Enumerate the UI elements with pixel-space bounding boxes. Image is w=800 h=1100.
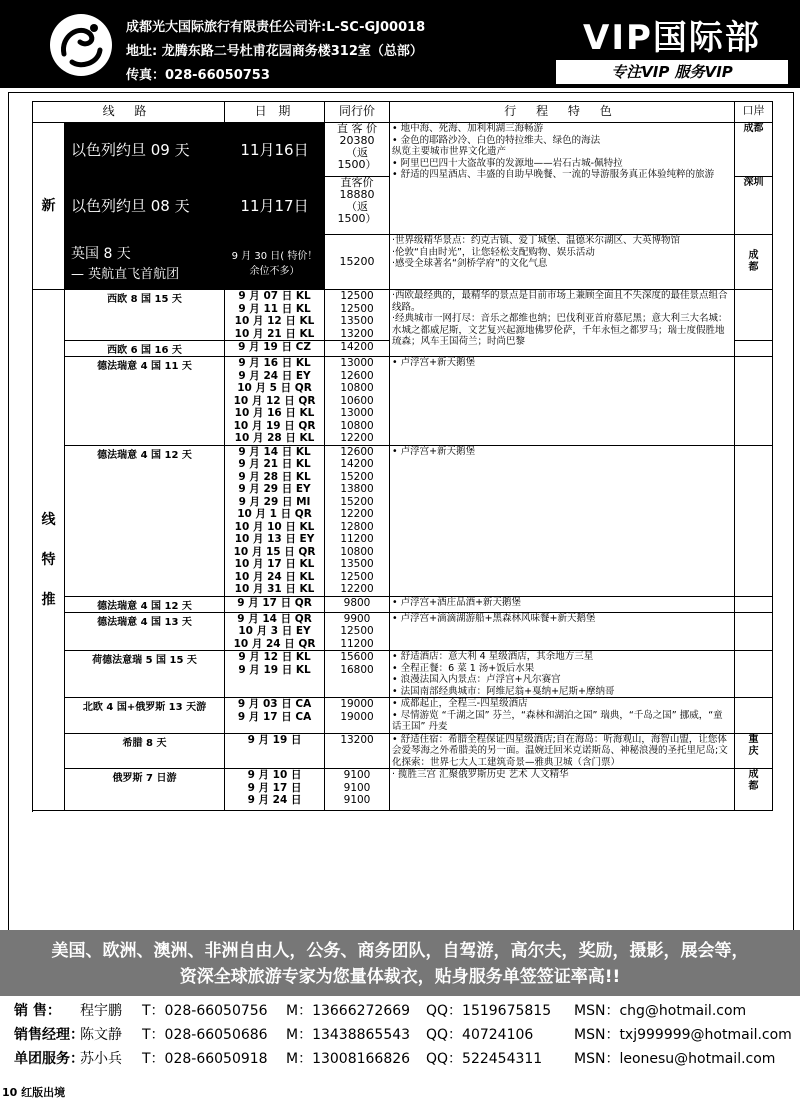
table-row xyxy=(33,235,773,290)
company-name: 成都光大国际旅行有限责任公司许:L-SC-GJ00018 xyxy=(126,20,426,35)
contact-role: 销售经理： xyxy=(14,1027,84,1043)
contact-name: 程宇鹏 xyxy=(80,1003,122,1019)
company-logo xyxy=(50,14,112,76)
route-name: 西欧 6 国 16 天 xyxy=(65,341,225,357)
header-port: 口岸 xyxy=(735,102,773,123)
route-prices: 9100 9100 9100 xyxy=(325,769,390,811)
featured-route-uk xyxy=(65,235,225,290)
vip-title: VIP国际部 xyxy=(583,18,761,58)
route-name: 西欧 8 国 15 天 xyxy=(65,290,225,341)
route-prices: 12600 14200 15200 13800 15200 12200 12800 11200 10800 13500 12500 12200 xyxy=(325,445,390,596)
header-route: 线 路 xyxy=(33,102,225,123)
logo-swirl-icon xyxy=(50,14,112,76)
route-features: ·西欧最经典的，最精华的景点是目前市场上兼顾全面且不失深度的最佳景点组合线路。 ·经典城市一网打尽：音乐之都维也纳；巴伐利亚首府慕尼黑；意大利三大名城：水城之都威尼斯，文艺复兴起源地佛罗伦萨，千年永恒之都罗马；瑞士度假胜地琉森；风车王国荷兰；时尚巴黎 xyxy=(390,290,735,357)
table-row xyxy=(33,445,773,596)
table-header-row xyxy=(33,102,773,123)
side-char: 新 xyxy=(41,198,56,214)
table-row xyxy=(33,651,773,698)
route-name: 北欧 4 国+俄罗斯 13 天游 xyxy=(65,698,225,734)
contact-msn: MSN：chg@hotmail.com xyxy=(574,1003,747,1019)
route-name: 希腊 8 天 xyxy=(65,733,225,769)
header-price: 同行价 xyxy=(325,102,390,123)
featured-date: 11月16日 xyxy=(225,123,325,177)
route-port: 重 庆 xyxy=(735,733,773,769)
promo-banner xyxy=(0,930,800,996)
featured-port: 成 都 xyxy=(735,235,773,290)
table-row xyxy=(33,769,773,811)
side-char: 推 xyxy=(41,592,56,608)
route-port xyxy=(735,290,773,341)
route-name: 荷德法意瑞 5 国 15 天 xyxy=(65,651,225,698)
uk-route-title: 英国 8 天 xyxy=(71,245,131,262)
itinerary-table xyxy=(32,101,773,811)
contact-role: 销 售： xyxy=(14,1003,61,1019)
route-name: 俄罗斯 7 日游 xyxy=(65,769,225,811)
contact-qq: QQ：40724106 xyxy=(426,1027,534,1043)
route-dates: 9 月 10 日 9 月 17 日 9 月 24 日 xyxy=(225,769,325,811)
route-port xyxy=(735,651,773,698)
route-dates: 9 月 14 日 KL 9 月 21 日 KL 9 月 28 日 KL 9 月 29 日 EY 9 月 29 日 MI 10 月 1 日 QR 10 月 10 日 KL 10 月 13 日 EY 10 月 15 日 QR 10 月 17 日 KL 10 月 24 日 KL 10 月 31 日 KL xyxy=(225,445,325,596)
header-date: 日 期 xyxy=(225,102,325,123)
promo-line-2: 资深全球旅游专家为您量体裁衣，贴身服务单签签证率高!! xyxy=(179,967,621,987)
featured-price: 15200 xyxy=(325,235,390,290)
route-dates: 9 月 19 日 CZ xyxy=(225,341,325,357)
route-port: 成 都 xyxy=(735,769,773,811)
contact-qq: QQ：522454311 xyxy=(426,1051,543,1067)
contact-mobile: M：13008166826 xyxy=(286,1051,411,1067)
contact-msn: MSN：leonesu@hotmail.com xyxy=(574,1051,776,1067)
route-name: 德法瑞意 4 国 12 天 xyxy=(65,445,225,596)
route-prices: 9800 xyxy=(325,596,390,612)
featured-price: 直 客 价 20380 （返 1500） xyxy=(325,123,390,177)
route-prices: 12500 12500 13500 13200 xyxy=(325,290,390,341)
route-prices: 15600 16800 xyxy=(325,651,390,698)
featured-features: ·世界级精华景点：约克古镇、爱丁城堡、温德米尔湖区、大英博物馆 ·伦敦“自由时光”，让您轻松支配购物、娱乐活动 ·感受全球著名“剑桥学府”的文化气息 xyxy=(390,235,735,290)
contact-tel: T：028-66050756 xyxy=(142,1003,268,1019)
route-dates: 9 月 19 日 xyxy=(225,733,325,769)
table-row xyxy=(33,357,773,446)
company-fax: 传真：028-66050753 xyxy=(126,68,270,83)
route-prices: 13000 12600 10800 10600 13000 10800 12200 xyxy=(325,357,390,446)
featured-port: 深圳 xyxy=(735,177,773,235)
table-row xyxy=(33,290,773,341)
contact-tel: T：028-66050918 xyxy=(142,1051,268,1067)
header-features: 行 程 特 色 xyxy=(390,102,735,123)
contact-msn: MSN：txj999999@hotmail.com xyxy=(574,1027,792,1043)
route-dates: 9 月 07 日 KL 9 月 11 日 KL 10 月 12 日 KL 10 月 21 日 KL xyxy=(225,290,325,341)
table-row xyxy=(33,123,773,177)
route-features: · 揽胜三宫 汇聚俄罗斯历史 艺术 人文精华 xyxy=(390,769,735,811)
route-port xyxy=(735,612,773,651)
contact-name: 苏小兵 xyxy=(80,1051,122,1067)
table-row xyxy=(33,596,773,612)
contact-mobile: M：13438865543 xyxy=(286,1027,411,1043)
contact-qq: QQ：1519675815 xyxy=(426,1003,552,1019)
route-features: • 卢浮宫+滴滴湖游船+黑森林风味餐+新天鹅堡 xyxy=(390,612,735,651)
route-features: • 舒适酒店：意大利 4 星级酒店，其余地方三星 • 全程正餐：6 菜 1 汤+饭后水果 • 浪漫法国入内景点：卢浮宫+凡尔赛宫 • 法国南部经典城市：阿维尼翁+戛纳+尼斯+摩纳哥 xyxy=(390,651,735,698)
uk-route-subtitle: — 英航直飞首航团 xyxy=(71,266,180,282)
route-prices: 19000 19000 xyxy=(325,698,390,734)
vip-slogan: 专注VIP 服务VIP xyxy=(556,60,788,84)
route-name: 德法瑞意 4 国 13 天 xyxy=(65,612,225,651)
route-dates: 9 月 16 日 KL 9 月 24 日 EY 10 月 5 日 QR 10 月 12 日 QR 10 月 16 日 KL 10 月 19 日 QR 10 月 28 日 KL xyxy=(225,357,325,446)
route-name: 德法瑞意 4 国 11 天 xyxy=(65,357,225,446)
contact-tel: T：028-66050686 xyxy=(142,1027,268,1043)
contact-role: 单团服务： xyxy=(14,1051,84,1067)
company-address: 地址: 龙腾东路二号杜甫花园商务楼312室（总部） xyxy=(126,44,423,59)
side-char: 线 xyxy=(41,512,56,528)
route-features: • 卢浮宫+新天鹅堡 xyxy=(390,357,735,446)
table-row xyxy=(33,612,773,651)
route-port xyxy=(735,596,773,612)
route-features: • 卢浮宫+新天鹅堡 xyxy=(390,445,735,596)
route-features: • 成都起止，全程三-四星级酒店 • 尽情游览 “千湖之国” 芬兰，“森林和湖泊之国” 瑞典，“千岛之国” 挪威，“童话王国” 丹麦 xyxy=(390,698,735,734)
featured-features: • 地中海、死海、加利利湖三海畅游 • 金色的耶路沙冷、白色的特拉维夫、绿色的海法 纵览主要城市世界文化遗产 • 阿里巴巴四十大盗故事的发源地——岩石古城-佩特拉 • 舒适的四星酒店、丰盛的自助早晚餐、一流的导游服务真正体验纯粹的旅游 xyxy=(390,123,735,235)
featured-date: 9 月 30 日( 特价！余位不多） xyxy=(225,235,325,290)
route-prices: 14200 xyxy=(325,341,390,357)
route-dates: 9 月 03 日 CA 9 月 17 日 CA xyxy=(225,698,325,734)
route-name: 德法瑞意 4 国 12 天 xyxy=(65,596,225,612)
route-port xyxy=(735,341,773,357)
vip-block xyxy=(552,10,792,84)
featured-price: 直客价 18880 （返 1500） xyxy=(325,177,390,235)
featured-date: 11月17日 xyxy=(225,177,325,235)
side-label xyxy=(33,290,65,811)
table-row xyxy=(33,698,773,734)
contact-mobile: M：13666272669 xyxy=(286,1003,411,1019)
route-port xyxy=(735,357,773,446)
promo-line-1: 美国、欧洲、澳洲、非洲自由人，公务、商务团队，自驾游，高尔夫，奖励，摄影，展会等， xyxy=(51,941,749,961)
route-dates: 9 月 14 日 QR 10 月 3 日 EY 10 月 24 日 QR xyxy=(225,612,325,651)
route-port xyxy=(735,698,773,734)
featured-route: 以色列约旦 09 天 xyxy=(65,123,225,177)
route-port xyxy=(735,445,773,596)
route-features: • 卢浮宫+酒庄品酒+新天鹅堡 xyxy=(390,596,735,612)
side-char: 特 xyxy=(41,552,56,568)
route-dates: 9 月 12 日 KL 9 月 19 日 KL xyxy=(225,651,325,698)
route-prices: 9900 12500 11200 xyxy=(325,612,390,651)
side-label xyxy=(33,123,65,290)
page-footer: 10 红版出境 xyxy=(2,1086,66,1099)
route-features: • 舒适住宿：希腊全程保证四星级酒店;自在海岛：听海观山，海智山盟，让您体会爱琴海之外希腊美的另一面。温婉迁回米克诺斯岛、神秘浪漫的圣托里尼岛;文化探索：世界七大人工建筑奇景—雅典卫城（含门票） xyxy=(390,733,735,769)
header xyxy=(0,0,800,88)
featured-route: 以色列约旦 08 天 xyxy=(65,177,225,235)
route-prices: 13200 xyxy=(325,733,390,769)
contact-name: 陈文静 xyxy=(80,1027,122,1043)
featured-port: 成都 xyxy=(735,123,773,177)
table-row xyxy=(33,733,773,769)
route-dates: 9 月 17 日 QR xyxy=(225,596,325,612)
